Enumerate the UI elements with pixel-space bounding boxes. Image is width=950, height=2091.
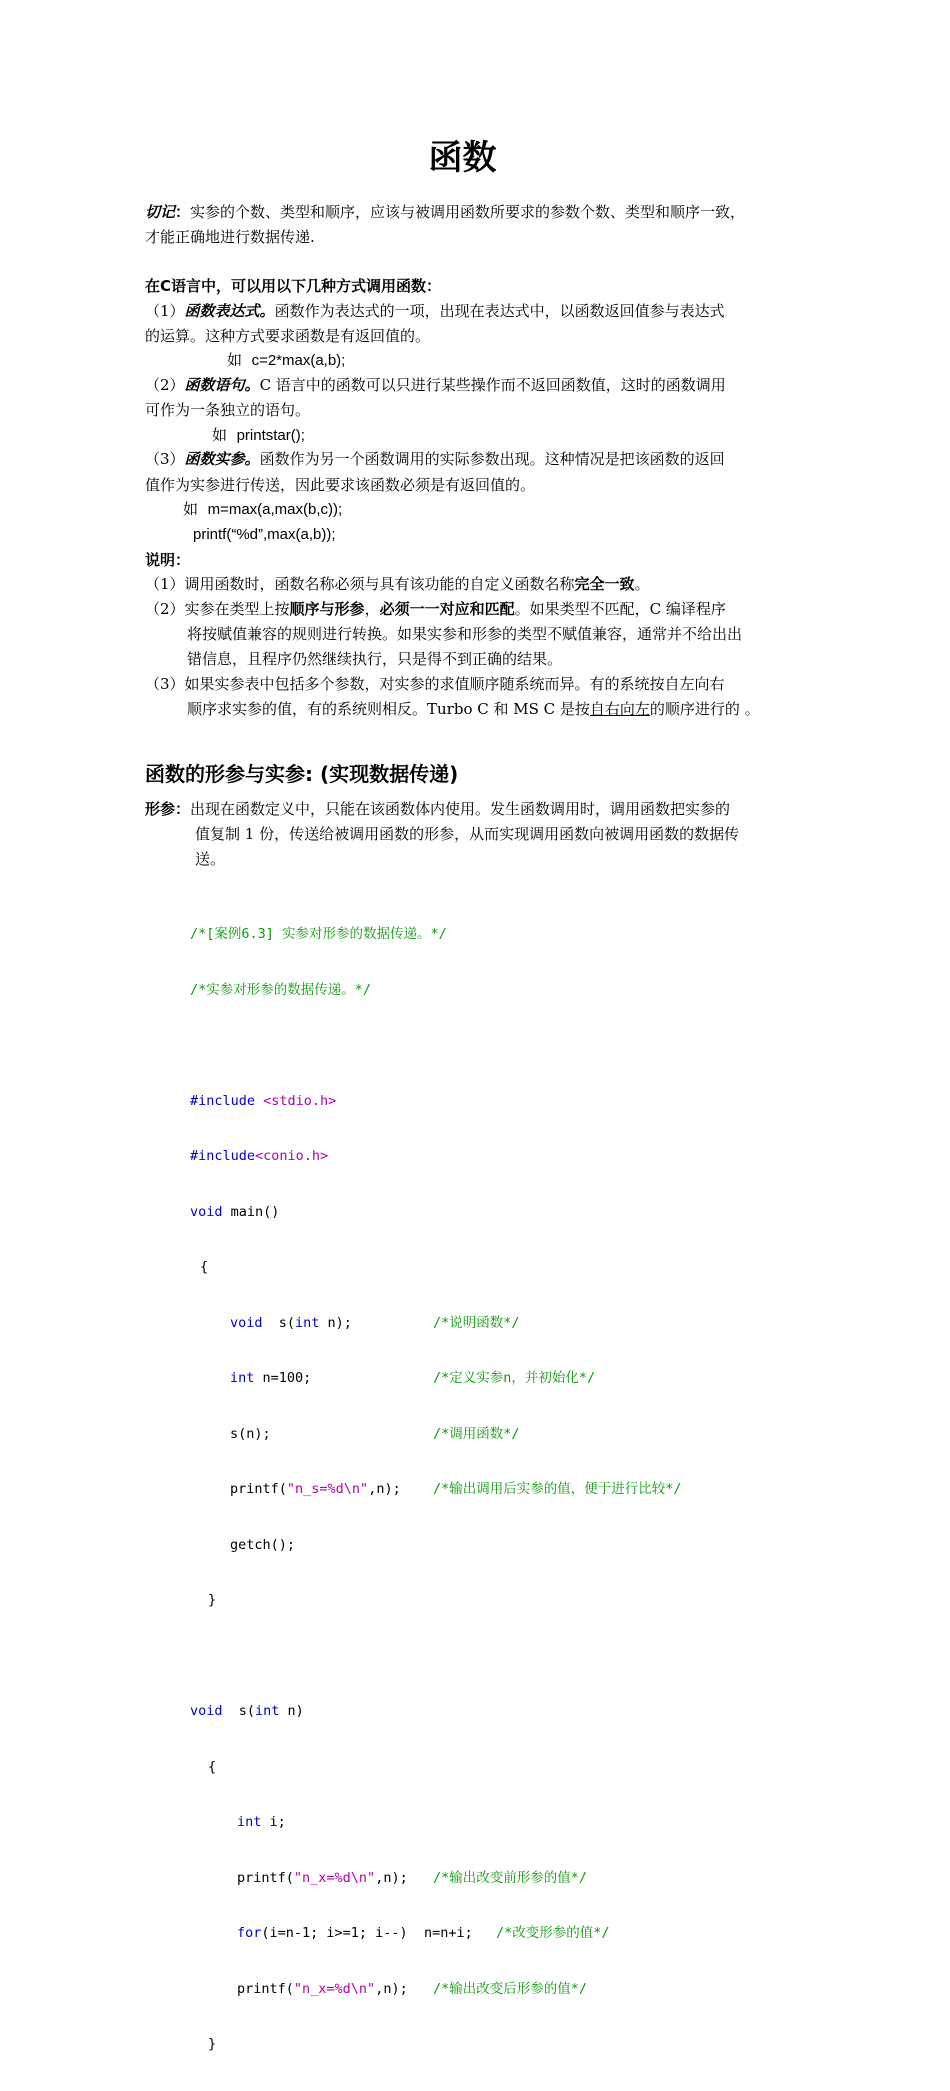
code-line: for(i=n-1; i>=1; i--) n=n+i; /*改变形参的值*/: [237, 1925, 610, 1941]
call-item-1-cont: 的运算。这种方式要求函数是有返回值的。: [145, 327, 431, 345]
code-line: #include <stdio.h>: [190, 1092, 337, 1109]
intro-label: 切记: [145, 203, 176, 221]
code-line: int n=100; /*定义实参n，并初始化*/: [230, 1370, 596, 1386]
call-item-2: （2）函数语句。C 语言中的函数可以只进行某些操作而不返回函数值，这时的函数调用: [145, 376, 726, 394]
code-line: printf("n_x=%d\n",n); /*输出改变前形参的值*/: [237, 1869, 588, 1886]
note-2-cont-2: 错信息，且程序仍然继续执行，只是得不到正确的结果。: [187, 650, 563, 668]
code-line: printf("n_x=%d\n",n); /*输出改变后形参的值*/: [237, 1980, 588, 1997]
code-line: s(n); /*调用函数*/: [230, 1425, 520, 1442]
call-item-1-example: 如 c=2*max(a,b);: [227, 351, 346, 369]
code-line: void s(int n): [190, 1703, 304, 1719]
page-title: 函数: [428, 138, 497, 178]
note-3-cont: 顺序求实参的值，有的系统则相反。Turbo C 和 MS C 是按自右向左的顺序进行的 。: [187, 700, 760, 718]
param-definition-cont-2: 送。: [195, 850, 226, 868]
section-heading: 函数的形参与实参: (实现数据传递): [145, 762, 459, 786]
code-comment: /*实参对形参的数据传递。*/: [190, 981, 372, 998]
code-line: {: [200, 1259, 209, 1275]
note-2: （2）实参在类型上按顺序与形参，必须一一对应和匹配。如果类型不匹配，C 编译程序: [145, 600, 726, 618]
code-comment: /*[案例6.3] 实参对形参的数据传递。*/: [190, 926, 447, 942]
param-definition: 形参：出现在函数定义中，只能在该函数体内使用。发生函数调用时，调用函数把实参的: [145, 800, 731, 818]
note-3: （3）如果实参表中包括多个参数，对实参的求值顺序随系统而异。有的系统按自左向右: [145, 675, 725, 693]
code-line: getch();: [230, 1536, 296, 1553]
calls-heading: 在C语言中，可以用以下几种方式调用函数：: [145, 277, 442, 295]
call-item-3-example-2: printf(“%d”,max(a,b));: [193, 526, 336, 543]
call-item-3-example-1: 如 m=max(a,max(b,c));: [183, 500, 343, 518]
intro-line-2: 才能正确地进行数据传递.: [145, 228, 315, 246]
code-line: int i;: [237, 1814, 286, 1830]
note-2-cont-1: 将按赋值兼容的规则进行转换。如果实参和形参的类型不赋值兼容，通常并不给出出: [187, 625, 743, 643]
intro-line-1: 切记：实参的个数、类型和顺序，应该与被调用函数所要求的参数个数、类型和顺序一致，: [145, 203, 746, 221]
note-1: （1）调用函数时，函数名称必须与具有该功能的自定义函数名称完全一致。: [145, 575, 650, 593]
code-line: }: [208, 1592, 217, 1608]
call-item-3-cont: 值作为实参进行传送，因此要求该函数必须是有返回值的。: [145, 476, 536, 494]
call-item-2-cont: 可作为一条独立的语句。: [145, 401, 311, 419]
code-line: void main(): [190, 1203, 280, 1220]
call-item-2-example: 如 printstar();: [212, 426, 305, 444]
code-line: {: [208, 1758, 217, 1775]
call-item-1: （1）函数表达式。函数作为表达式的一项，出现在表达式中，以函数返回值参与表达式: [145, 302, 725, 320]
notes-heading: 说明：: [145, 551, 191, 569]
param-definition-cont-1: 值复制 1 份，传送给被调用函数的形参，从而实现调用函数向被调用函数的数据传: [195, 825, 740, 843]
code-block: [190, 888, 682, 2091]
code-line: #include<conio.h>: [190, 1148, 329, 1164]
code-line: void s(int n); /*说明函数*/: [230, 1314, 520, 1331]
call-item-3: （3）函数实参。函数作为另一个函数调用的实际参数出现。这种情况是把该函数的返回: [145, 450, 725, 468]
code-line: }: [208, 2036, 217, 2052]
code-line: printf("n_s=%d\n",n); /*输出调用后实参的值，便于进行比较*/: [230, 1481, 682, 1497]
